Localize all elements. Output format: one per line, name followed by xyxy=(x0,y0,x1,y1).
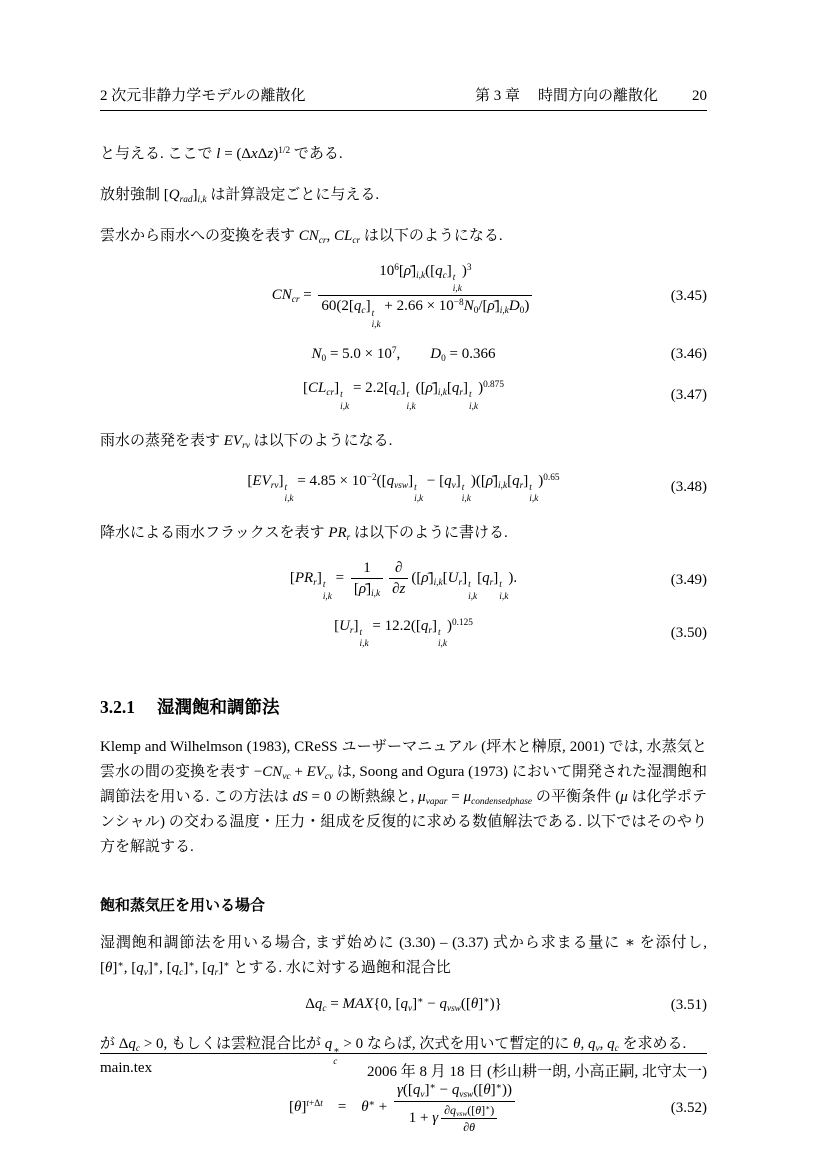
equation-number: (3.52) xyxy=(670,1099,707,1116)
footer-date-authors: 2006 年 8 月 18 日 (杉山耕一朗, 小高正嗣, 北守太一) xyxy=(367,1064,707,1080)
equation-number: (3.48) xyxy=(670,479,707,496)
equation-math: $N_0 = 5.0 \times 10^7$, $D_0 = 0.366$ xyxy=(311,345,496,364)
equation-3-45 xyxy=(100,261,707,331)
paragraph-intro: と与える. ここで $l = (\Delta x\Delta z)^{1/2}$ である. xyxy=(100,145,343,162)
equation-3-49 xyxy=(100,558,707,603)
equation-number: (3.50) xyxy=(670,624,707,641)
equation-math: $[PR_r]$ t i,k = $\frac{1}{[\rhō]_{i,k}}$ $\frac{\partial}{\partial z}$ ($[\rhō]_{i,k}[U_r]$ t i,k $[q_r]$ t i,k ). xyxy=(289,560,518,602)
equation-math: $[CL_{cr}]$ t i,k = $2.2[q_c]$ t i,k ($[\rhō]_{i,k}[q_r]$ t i,k )$^{0.875}$ xyxy=(303,380,504,412)
paragraph-radiation: 放射強制 $[Q_{rad}]_{i,k}$ は計算設定ごとに与える. xyxy=(100,187,380,205)
running-head xyxy=(100,84,707,105)
header-rule xyxy=(100,110,707,111)
footer-filename: main.tex xyxy=(100,1060,153,1076)
running-head-title: 2 次元非静力学モデルの離散化 xyxy=(100,88,306,104)
equation-number: (3.46) xyxy=(670,345,707,362)
chapter-number: 第 3 章 xyxy=(474,88,520,104)
equation-math: $CN_{cr}$ = $10^6[\rhō]_{i,k}([q_c]$ t i,k )$^3$ $60(2[q_c]$ t i,k + $2.66 \times 10^{-8}N_0/[\rhō]_{i,k}D_0$) xyxy=(272,287,536,303)
equation-math: $\Delta q_c = MAX\{0$, $[q_v]^∗ - q_{vsw}([\theta]^∗)$} xyxy=(305,996,502,1015)
equation-math: $[U_r]$ t i,k = $12.2([q_r]$ t i,k )$^{0.125}$ xyxy=(334,617,473,650)
paragraph-flux: 降水による雨水フラックスを表す $PR_r$ は以下のように書ける. xyxy=(100,525,508,543)
footer-rule xyxy=(100,1053,707,1054)
paragraph-evaporation: 雨水の蒸発を表す $EV_{rv}$ は以下のようになる. xyxy=(100,432,393,451)
paragraph-section-intro: Klemp and Wilhelmson (1983), CReSS ユーザーマニュアル (坪木と榊原, 2001) では, 水蒸気と雲水の間の変換を表す $-CN_{vc} + EV_{cv}$ は, Soong and Ogura (1973) において開発された湿潤飽和調節法を用いる. この方法は dS = 0 の断熱線と, $\mu_{vapar} = \mu_{condensedphase}$ の平衡条件 (μ は化学ポテンシャル) の交わる温度・圧力・組成を反復的に求める数値解法である. 以下ではそのやり方を解説する. xyxy=(100,738,707,855)
page-number: 20 xyxy=(692,88,707,104)
equation-number: (3.47) xyxy=(670,386,707,403)
equation-3-46 xyxy=(100,343,707,366)
paragraph-saturation-2: が $\Delta q_c > 0$, もしくは雲粒混合比が q ∗ c > 0 ならば, 次式を用いて暫定的に θ, $q_v$, $q_c$ を求める. xyxy=(100,1035,687,1068)
section-heading xyxy=(100,696,707,719)
subsection-heading: 飽和蒸気圧を用いる場合 xyxy=(100,896,266,914)
paragraph-saturation-1: 湿潤飽和調節法を用いる場合, まず始めに (3.30) – (3.37) 式から求まる量に ∗ を添付し, [θ]∗, $[q_v]^∗$, $[q_c]^∗$, $[q_r]^∗$ とする. 水に対する過飽和混合比 xyxy=(100,935,707,979)
equation-3-48 xyxy=(100,470,707,505)
equation-3-52 xyxy=(100,1080,707,1135)
chapter-title: 時間方向の離散化 xyxy=(537,88,658,104)
equation-number: (3.49) xyxy=(670,572,707,589)
equation-3-50 xyxy=(100,615,707,650)
page-footer xyxy=(100,1048,707,1081)
section-title: 湿潤飽和調節法 xyxy=(157,697,280,718)
equation-number: (3.45) xyxy=(670,287,707,304)
equation-3-47 xyxy=(100,377,707,412)
equation-number: (3.51) xyxy=(670,996,707,1013)
section-number: 3.2.1 xyxy=(100,697,135,718)
equation-3-51 xyxy=(100,993,707,1016)
running-head-chapter xyxy=(306,84,658,105)
equation-math: $[\theta]^{t+\Delta t}$ = θ∗ + $\gamma([q_v]^∗ - q_{vsw}([\theta]^∗))$ 1 + γ $\frac{\partial q_{vsw}([\theta]^∗)}{\partial\theta}$ xyxy=(289,1099,518,1115)
equation-math: $[EV_{rv}]$ t i,k = $4.85 \times 10^{-2}([q_{vsw}]$ t i,k − $[q_v]$ t i,k )($[\rhō]_{i,k}[q_r]$ t i,k )$^{0.65}$ xyxy=(247,472,560,505)
paragraph-conversion: 雲水から雨水への変換を表す $CN_{cr}$, $CL_{cr}$ は以下のようになる. xyxy=(100,228,503,246)
